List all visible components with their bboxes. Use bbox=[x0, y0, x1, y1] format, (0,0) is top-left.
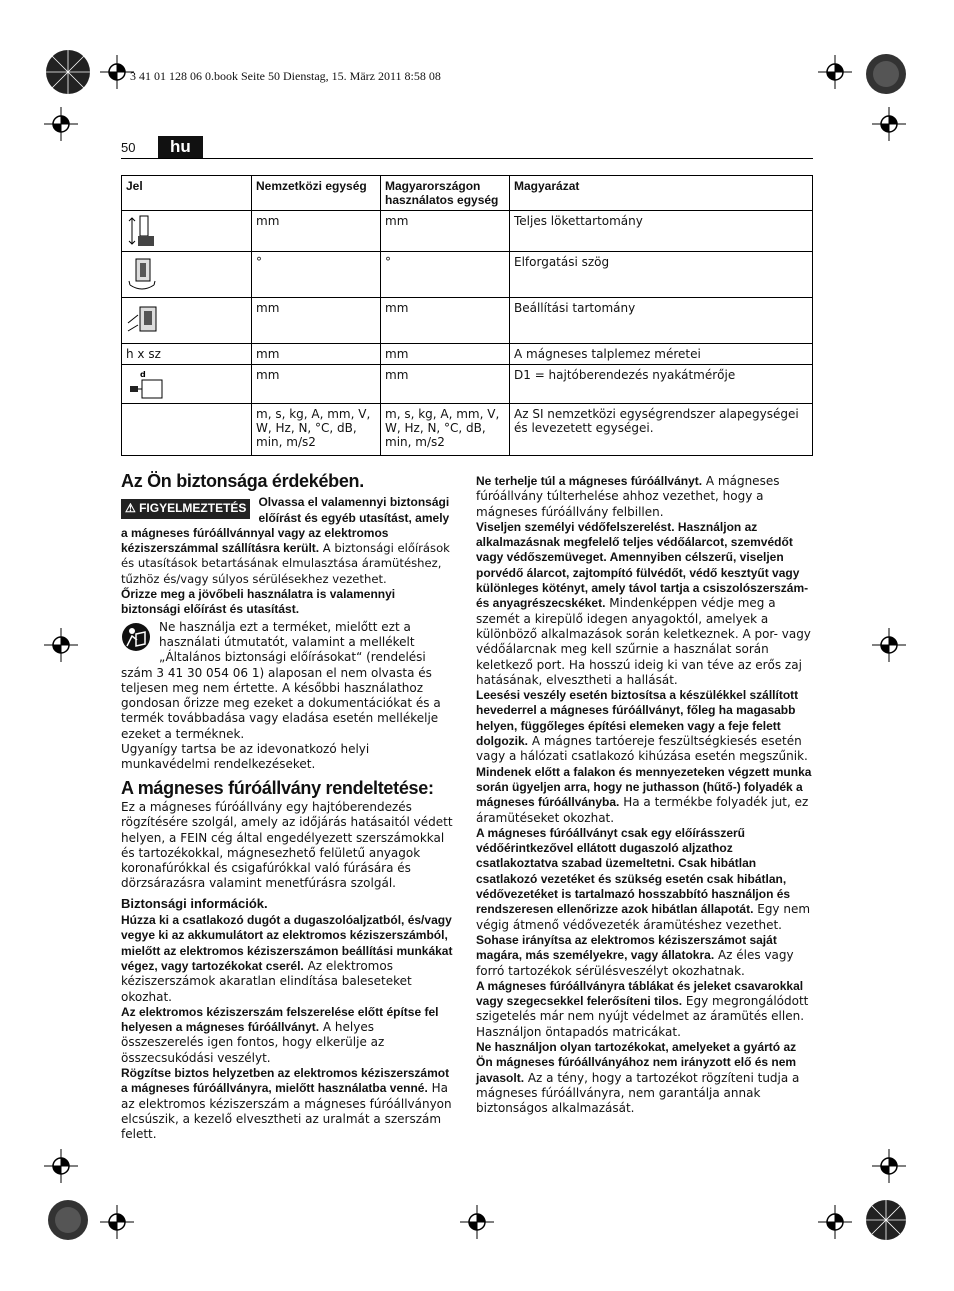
safety-bold: Viseljen személyi védőfelszerelést. Használjon az alkalmazásnak megfelelő teljes védőálarcot, szemvédőt vagy védőszemüveget. Amennyiben célszerű, viseljen porvédő álarcot, zajtompító fülvédőt, védő kesztyűt vagy különleges kötényt, amely távol tartja a csiszolószerszám- és anyagrészecskéket. bbox=[476, 519, 809, 611]
language-badge: hu bbox=[158, 136, 203, 158]
safety-text: Ha a termékbe folyadék jut, ez áramütéseket okozhat. bbox=[476, 795, 809, 825]
crosshair-icon bbox=[100, 1205, 134, 1239]
crosshair-icon bbox=[100, 55, 134, 89]
symbol-cell bbox=[122, 365, 252, 404]
heading-safety-info: Biztonsági információk. bbox=[121, 895, 268, 911]
safety-text: Egy nem végig átmenő védővezeték áramütéshez vezethet. bbox=[476, 902, 811, 932]
table-cell: h x sz bbox=[122, 344, 252, 365]
table-cell: ° bbox=[381, 252, 510, 298]
table-cell: mm bbox=[252, 298, 381, 344]
warning-triangle-icon: ⚠ bbox=[125, 501, 140, 516]
svg-text:d: d bbox=[140, 370, 146, 379]
table-row bbox=[122, 344, 813, 365]
book-info-line: 3 41 01 128 06 0.book Seite 50 Dienstag, 15. März 2011 8:58 08 bbox=[130, 69, 441, 83]
symbol-cell bbox=[122, 298, 252, 344]
heading-safety: Az Ön biztonsága érdekében. bbox=[121, 471, 364, 491]
table-header-row bbox=[122, 176, 813, 211]
safety-text: Az a tény, hogy a tartozékot rögzíteni tudja a mágneses fúróállványra, nem garantálja annak biztonságos alkalmazását. bbox=[476, 1070, 800, 1116]
safety-text: Ha az elektromos kéziszerszám a mágneses fúróállványon elcsúszik, a kezelő elvesztheti az uralmát a szerszám felett. bbox=[121, 1081, 452, 1142]
page-number: 50 bbox=[121, 140, 136, 155]
safety-bold: Az elektromos kéziszerszám felszerelése előtt építse fel helyesen a mágneses fúróállványt. bbox=[121, 1004, 439, 1035]
crosshair-icon bbox=[44, 1149, 78, 1183]
symbol-cell bbox=[122, 211, 252, 252]
symbol-table bbox=[121, 175, 813, 456]
safety-text: Egy megrongálódott szigetelés már nem nyújt védelmet az áramütés ellen. Használjon öntapadós matricákat. bbox=[476, 994, 809, 1039]
safety-text: A helyes összeszerelés igen fontos, hogy elkerülje az összecsukódási veszélyt. bbox=[121, 1020, 385, 1065]
table-cell: mm bbox=[252, 365, 381, 404]
safety-text: Az elektromos kéziszerszámok akaratlan elindítása baleseteket okozhat. bbox=[121, 958, 412, 1004]
safety-bold: A mágneses fúróállványra táblákat és jeleket csavarokkal vagy szegecsekkel felerősíteni tilos. bbox=[476, 978, 804, 1009]
left-column bbox=[121, 471, 454, 1142]
warning-badge bbox=[121, 499, 250, 518]
table-row bbox=[122, 211, 813, 252]
safety-bold: Leesési veszély esetén biztosítsa a készülékkel szállított hevederrel a mágneses fúróállványt, főleg ha magasabb helyen, függőleges építési elemeken vagy a feje felett dolgozik. bbox=[476, 688, 799, 749]
safety-bold: Ne használjon olyan tartozékokat, amelyeket a gyártó az Ön mágneses fúróállványához nem irányzott elő és nem javasolt. bbox=[476, 1039, 797, 1085]
table-cell: mm bbox=[381, 344, 510, 365]
table-header: Nemzetközi egység bbox=[252, 176, 381, 211]
table-cell: m, s, kg, A, mm, V, W, Hz, N, °C, dB, min, m/s2 bbox=[252, 404, 381, 456]
collar-diameter-icon bbox=[126, 368, 168, 400]
table-cell bbox=[122, 404, 252, 456]
crosshair-icon bbox=[872, 628, 906, 662]
table-cell: Teljes lökettartomány bbox=[510, 211, 813, 252]
registration-mark-bottom-left bbox=[44, 1196, 94, 1246]
safety-bold: Ne terhelje túl a mágneses fúróállványt. bbox=[476, 474, 703, 488]
crosshair-icon bbox=[818, 55, 852, 89]
table-cell: Az SI nemzetközi egységrendszer alapegységei és levezetett egységei. bbox=[510, 404, 813, 456]
crosshair-icon bbox=[44, 107, 78, 141]
purpose-text: Ez a mágneses fúróállvány egy hajtóberendezés rögzítésére szolgál, amely az időjárás hatásaitól védett helyen, a FEIN cég által engedélyezett szerszámokkal és tartozékokkal, mágnesezhető felületű anyagok koronafúrókkal és csigafúrókkal való fúrására és dörzsárazásra valamint menetfúrásra szolgál. bbox=[121, 799, 453, 891]
safety-bold: Húzza ki a csatlakozó dugót a dugaszolóaljzatból, és/vagy vegye ki az akkumulátort az elektromos kéziszerszámból, mielőtt az elektromos kéziszerszámon beállítási munkákat végez, vagy tartozékokat cserél. bbox=[121, 913, 453, 973]
safety-text: A mágneses fúróállvány túlterhelése ahhoz vezethet, hogy a mágneses fúróállvány felbillen. bbox=[476, 474, 780, 519]
warning-bold-text: Olvassa el valamennyi biztonsági előírást és egyéb utasítást, amely a mágneses fúróállvánnyal vagy az elektromos kéziszerszámmal szállításra került. bbox=[121, 495, 450, 556]
local-regulations-text: Ugyanígy tartsa be az idevonatkozó helyi munkavédelmi rendelkezéseket. bbox=[121, 742, 370, 772]
table-cell: A mágneses talplemez méretei bbox=[510, 344, 813, 365]
table-header: Magyarországon használatos egység bbox=[381, 176, 510, 211]
safety-bold: Rögzítse biztos helyzetben az elektromos kéziszerszámot a mágneses fúróállványra, mielőtt használatba venné. bbox=[121, 1065, 450, 1096]
table-row bbox=[122, 365, 813, 404]
stroke-range-icon bbox=[126, 214, 158, 248]
safety-bold: A mágneses fúróállványt csak egy előírásszerű védőérintkezővel ellátott dugaszoló aljzathoz csatlakoztatva szabad üzemeltetni. Csak hibátlan csatlakozó vezetéket és szükség esetén csak hibátlan, védővezetéket is tartalmazó hosszabbító használjon és rendszeresen ellenőrizze azok hibátlan állapotát. bbox=[476, 825, 791, 917]
crosshair-icon bbox=[872, 107, 906, 141]
right-column bbox=[476, 474, 812, 1116]
keep-instructions: Őrizze meg a jövőbeli használatra is valamennyi biztonsági előírást és utasítást. bbox=[121, 587, 396, 617]
safety-text: A mágnes tartóereje feszültségkiesés esetén vagy a hálózati csatlakozó kihúzása esetén megszűnik. bbox=[476, 734, 808, 764]
safety-text: Mindenképpen védje meg a szemét a kirepülő idegen anyagoktól, amelyek a különböző alkalmazások során keletkeznek. A por- vagy védőálarcnak meg kell szűrnie a használat során keletkező port. Ha hosszú ideig ki van téve az erős zaj hatásának, elvesztheti a hallását. bbox=[476, 596, 811, 687]
registration-mark-top-right bbox=[862, 50, 912, 100]
table-row bbox=[122, 252, 813, 298]
table-cell: mm bbox=[252, 211, 381, 252]
table-cell: Beállítási tartomány bbox=[510, 298, 813, 344]
swivel-angle-icon bbox=[126, 255, 158, 293]
header-rule bbox=[121, 158, 813, 159]
table-header: Magyarázat bbox=[510, 176, 813, 211]
table-cell: mm bbox=[381, 211, 510, 252]
table-row bbox=[122, 298, 813, 344]
safety-text: Az éles vagy forró tartozékok sérülésveszélyt okozhatnak. bbox=[476, 948, 794, 978]
table-cell: D1 = hajtóberendezés nyakátmérője bbox=[510, 365, 813, 404]
table-cell: m, s, kg, A, mm, V, W, Hz, N, °C, dB, min, m/s2 bbox=[381, 404, 510, 456]
table-cell: ° bbox=[252, 252, 381, 298]
warning-text: A biztonsági előírások és utasítások betartásának elmulasztása áramütéshez, tűzhöz és/vagy súlyos sérülésekhez vezethet. bbox=[121, 541, 450, 586]
warning-label: FIGYELMEZTETÉS bbox=[139, 501, 247, 516]
crosshair-icon bbox=[460, 1205, 494, 1239]
adjust-range-icon bbox=[126, 301, 160, 339]
registration-mark-bottom-right bbox=[862, 1196, 912, 1246]
table-cell: mm bbox=[381, 365, 510, 404]
symbol-cell bbox=[122, 252, 252, 298]
heading-purpose: A mágneses fúróállvány rendeltetése: bbox=[121, 777, 434, 798]
safety-bold: Mindenek előtt a falakon és mennyezeteken végzett munka során ügyeljen arra, hogy ne juthasson (hűtő-) folyadék a mágneses fúróállványba. bbox=[476, 764, 812, 810]
crosshair-icon bbox=[872, 1149, 906, 1183]
crosshair-icon bbox=[44, 628, 78, 662]
read-instructions-text: Ne használja ezt a terméket, mielőtt ezt a használati útmutatót, valamint a mellékelt „Általános biztonsági előírásokat“ (rendelési szám 3 41 30 054 06 1) alaposan el nem olvasta és teljesen meg nem értette. A későbbi használathoz gondosan őrizze meg ezeket a dokumentációkat és a termék továbbadása vagy eladása esetén mellékelje ezeket a terméknek. bbox=[121, 619, 441, 741]
table-header: Jel bbox=[122, 176, 252, 211]
crosshair-icon bbox=[818, 1205, 852, 1239]
safety-bold: Sohase irányítsa az elektromos kéziszerszámot saját magára, más személyekre, vagy állatokra. bbox=[476, 932, 777, 963]
read-manual-icon bbox=[121, 622, 151, 652]
table-row bbox=[122, 404, 813, 456]
table-cell: mm bbox=[252, 344, 381, 365]
table-cell: mm bbox=[381, 298, 510, 344]
table-cell: Elforgatási szög bbox=[510, 252, 813, 298]
